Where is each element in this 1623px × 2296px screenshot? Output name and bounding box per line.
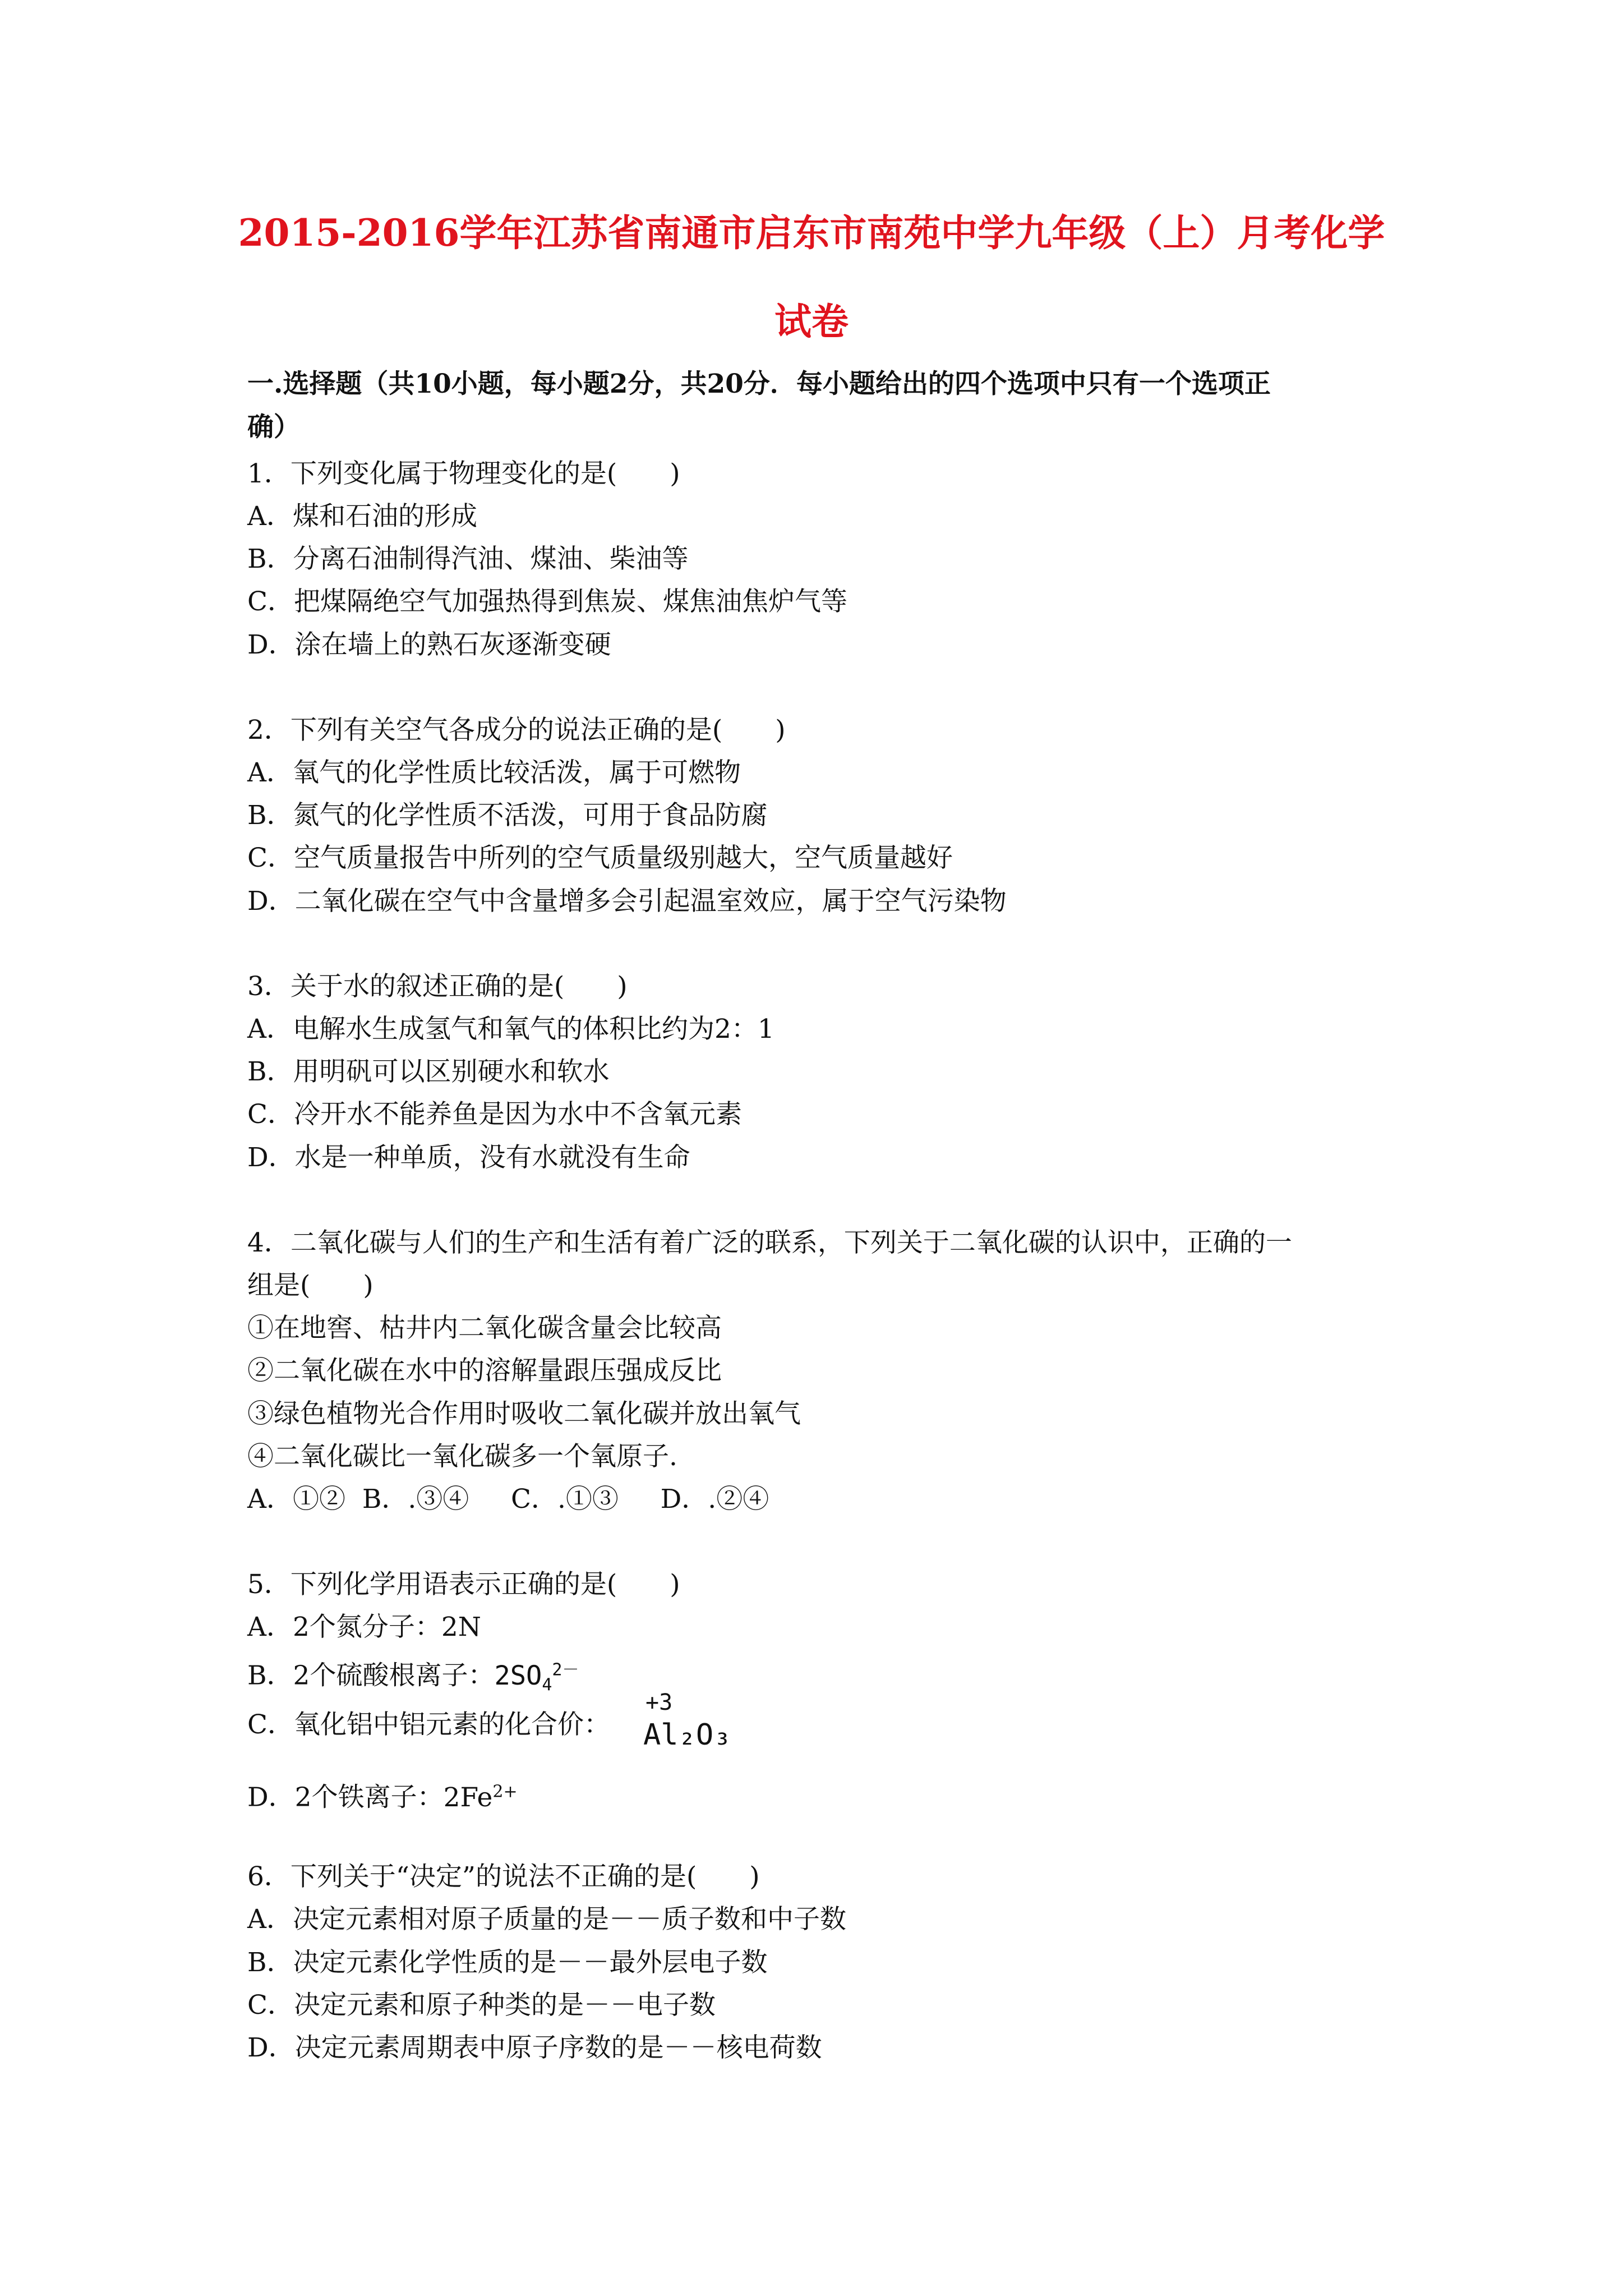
iron-ion-formula: $2Fe^{2+}$ bbox=[443, 1782, 518, 1813]
question-5-option-c bbox=[247, 1708, 610, 1742]
question-1-option-a: A．煤和石油的形成 bbox=[247, 501, 477, 532]
question-4-stem: 4．二氧化碳与人们的生产和生活有着广泛的联系，下列关于二氧化碳的认识中，正确的一 bbox=[247, 1227, 1292, 1258]
question-5-stem: 5．下列化学用语表示正确的是( ) bbox=[247, 1569, 680, 1600]
document-title-line1: 2015-2016学年江苏省南通市启东市南苑中学九年级（上）月考化学 bbox=[238, 211, 1385, 255]
question-5-option-d-label: D．2个铁离子： bbox=[247, 1782, 444, 1813]
question-1-stem: 1．下列变化属于物理变化的是( ) bbox=[247, 458, 680, 489]
question-2-stem: 2．下列有关空气各成分的说法正确的是( ) bbox=[247, 715, 786, 746]
document-title-line2: 试卷 bbox=[774, 300, 849, 343]
question-3-option-a: A．电解水生成氢气和氧气的体积比约为2：1 bbox=[247, 1014, 774, 1045]
question-3-option-d: D．水是一种单质，没有水就没有生命 bbox=[247, 1142, 690, 1173]
valence-mark: +3 bbox=[645, 1690, 673, 1715]
question-6-option-c: C．决定元素和原子种类的是－－电子数 bbox=[247, 1990, 716, 2021]
question-6-stem: 6．下列关于“决定”的说法不正确的是( ) bbox=[247, 1861, 760, 1892]
question-4-options: A．①② B．.③④ C．.①③ D．.②④ bbox=[247, 1484, 769, 1515]
question-3-option-c: C．冷开水不能养鱼是因为水中不含氧元素 bbox=[247, 1099, 742, 1130]
question-4-stem-continued: 组是( ) bbox=[247, 1270, 374, 1301]
question-3-stem: 3．关于水的叙述正确的是( ) bbox=[247, 971, 628, 1002]
question-1-option-b: B．分离石油制得汽油、煤油、柴油等 bbox=[247, 544, 689, 574]
question-4-statement-3: ③绿色植物光合作用时吸收二氧化碳并放出氧气 bbox=[247, 1398, 801, 1429]
question-2-option-a: A．氧气的化学性质比较活泼，属于可燃物 bbox=[247, 757, 741, 788]
question-5-option-b-label: B．2个硫酸根离子： bbox=[247, 1660, 495, 1691]
question-1-option-d: D．涂在墙上的熟石灰逐渐变硬 bbox=[247, 629, 611, 660]
section-heading: 一.选择题（共10小题，每小题2分，共20分．每小题给出的四个选项中只有一个选项正 bbox=[247, 369, 1271, 399]
question-6-option-d: D．决定元素周期表中原子序数的是－－核电荷数 bbox=[247, 2032, 822, 2063]
question-5-option-c-label: C．氧化铝中铝元素的化合价： bbox=[247, 1709, 610, 1740]
question-1-option-c: C．把煤隔绝空气加强热得到焦炭、煤焦油焦炉气等 bbox=[247, 586, 847, 617]
section-heading-continued: 确） bbox=[247, 412, 300, 443]
aluminum-oxide-valence-formula bbox=[643, 1691, 739, 1759]
question-2-option-d: D．二氧化碳在空气中含量增多会引起温室效应，属于空气污染物 bbox=[247, 886, 1007, 917]
question-2-option-b: B．氮气的化学性质不活泼，可用于食品防腐 bbox=[247, 800, 768, 831]
question-4-statement-1: ①在地窖、枯井内二氧化碳含量会比较高 bbox=[247, 1313, 722, 1343]
question-5-option-d bbox=[247, 1775, 518, 1815]
aluminum-oxide-formula: Al₂O₃ bbox=[643, 1718, 731, 1752]
question-4-statement-2: ②二氧化碳在水中的溶解量跟压强成反比 bbox=[247, 1355, 722, 1386]
question-5-option-b bbox=[247, 1653, 579, 1702]
question-4-statement-4: ④二氧化碳比一氧化碳多一个氧原子. bbox=[247, 1441, 677, 1472]
sulfate-ion-formula: $2SO_4^{2-}$ bbox=[494, 1660, 579, 1695]
question-5-option-a: A．2个氮分子：2N bbox=[247, 1612, 481, 1642]
question-2-option-c: C．空气质量报告中所列的空气质量级别越大，空气质量越好 bbox=[247, 843, 953, 873]
question-6-option-a: A．决定元素相对原子质量的是－－质子数和中子数 bbox=[247, 1904, 846, 1935]
question-6-option-b: B．决定元素化学性质的是－－最外层电子数 bbox=[247, 1947, 768, 1978]
question-3-option-b: B．用明矾可以区别硬水和软水 bbox=[247, 1056, 610, 1087]
